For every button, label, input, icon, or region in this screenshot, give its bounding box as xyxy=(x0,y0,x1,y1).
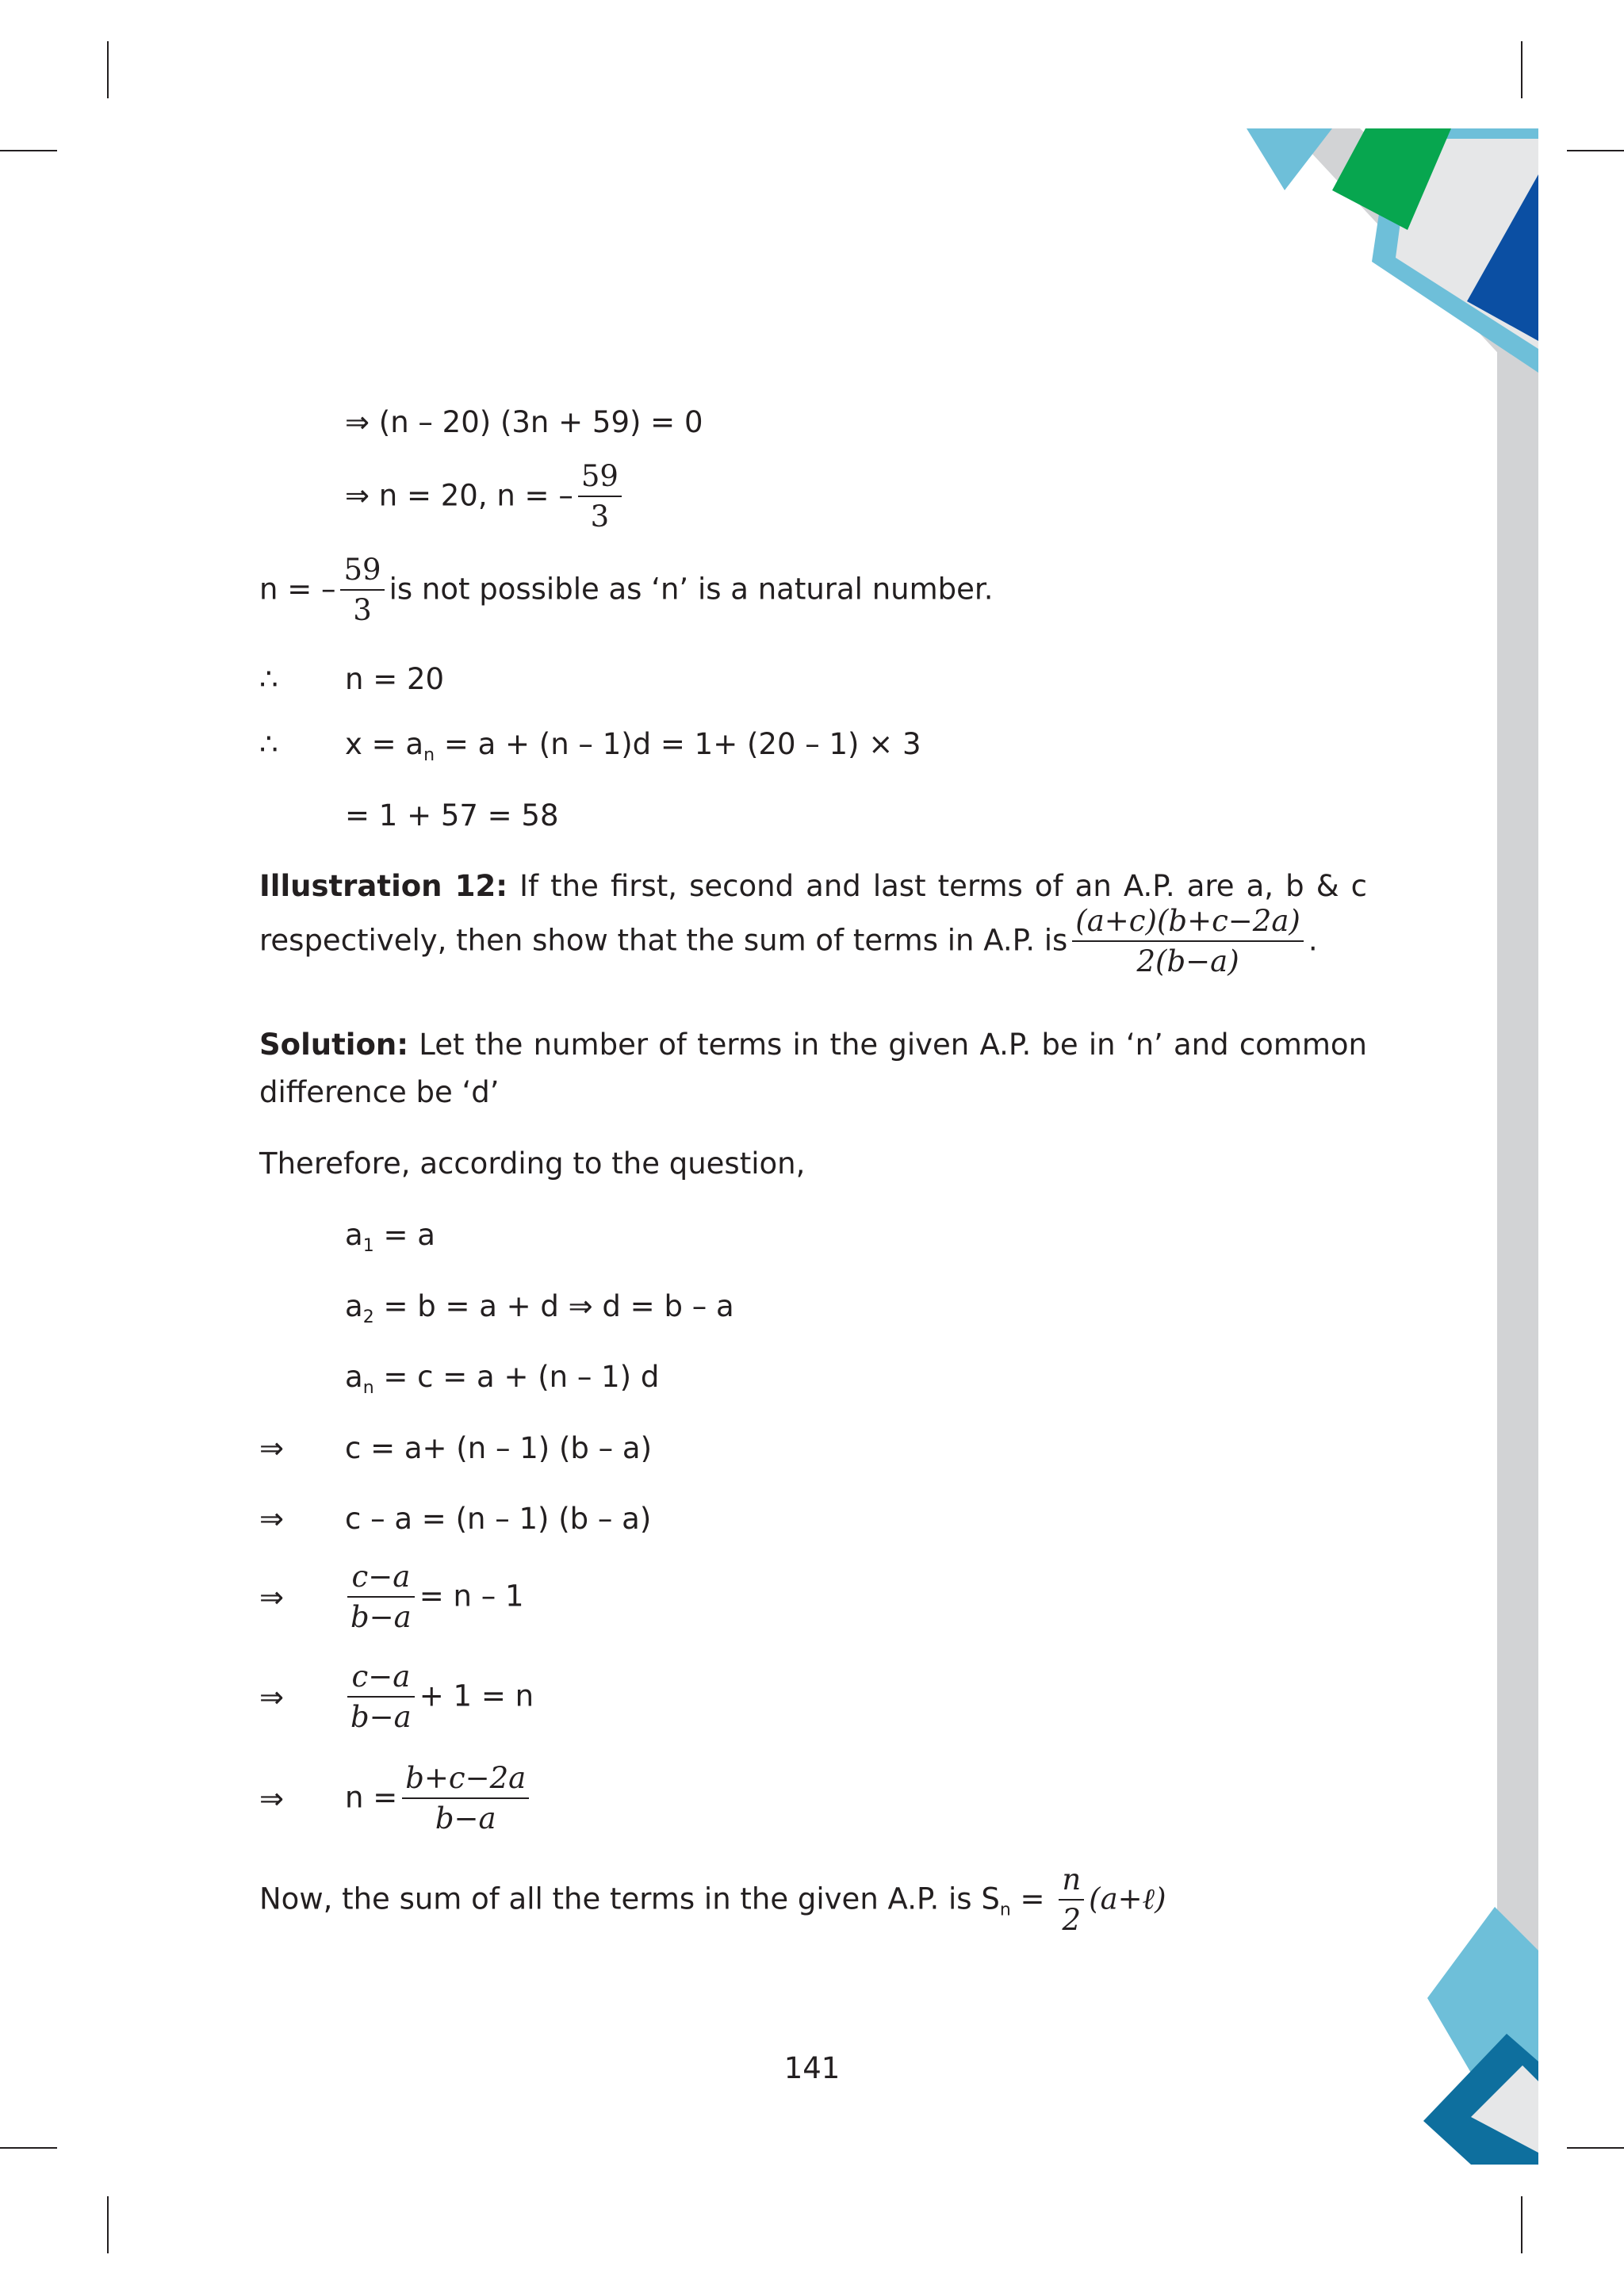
step-7 xyxy=(343,1659,534,1734)
denominator: 2 xyxy=(1062,1902,1082,1937)
solution-line-1 xyxy=(259,1028,1367,1062)
step-an xyxy=(345,1362,659,1397)
minus-sign: – xyxy=(558,478,573,513)
term-rest: = a xyxy=(373,1218,435,1252)
numerator: n xyxy=(1059,1865,1084,1901)
subscript: 2 xyxy=(362,1307,374,1327)
sum-text: Now, the sum of all the terms in the given A.P. is S xyxy=(259,1881,1000,1916)
step-4: c = a+ (n – 1) (b – a) xyxy=(345,1431,653,1465)
equals: = xyxy=(1010,1881,1055,1916)
solution-line-3: Therefore, according to the question, xyxy=(259,1146,806,1181)
fraction xyxy=(1059,1862,1084,1937)
step-8 xyxy=(345,1763,534,1835)
equation-factored: ⇒ (n – 20) (3n + 59) = 0 xyxy=(345,405,703,439)
term: a xyxy=(345,1289,363,1323)
therefore-symbol: ∴ xyxy=(259,662,278,696)
rejected-text: is not possible as ‘n’ is a natural number. xyxy=(389,572,994,607)
denominator: 3 xyxy=(353,592,372,627)
denominator: 2(b−a) xyxy=(1136,944,1239,978)
denominator: b−a xyxy=(350,1599,412,1634)
illustration-text: If the first, second and last terms of an A.P. are a, b & c xyxy=(519,869,1367,903)
side-bar xyxy=(1497,341,1538,2165)
fraction xyxy=(340,555,384,626)
period: . xyxy=(1308,923,1318,958)
step-6 xyxy=(343,1562,524,1633)
therefore-symbol: ∴ xyxy=(259,727,278,761)
fraction xyxy=(578,461,622,533)
implies-symbol: ⇒ xyxy=(259,1431,285,1465)
fraction xyxy=(347,1562,415,1633)
x-rest: = a + (n – 1)d = 1+ (20 – 1) × 3 xyxy=(435,727,921,761)
term-rest: = b = a + d ⇒ d = b – a xyxy=(373,1289,734,1323)
illustration-line-2 xyxy=(259,906,1318,978)
numerator: (a+c)(b+c−2a) xyxy=(1072,906,1304,942)
rejected-root-line xyxy=(259,555,993,626)
illustration-label: Illustration 12: xyxy=(259,869,508,903)
numerator: c−a xyxy=(347,1662,415,1698)
rejected-prefix: n = xyxy=(259,572,321,607)
illustration-text-2: respectively, then show that the sum of terms in A.P. is xyxy=(259,923,1068,958)
term: a xyxy=(345,1218,363,1252)
x-computation xyxy=(345,729,921,764)
x-term: x = a xyxy=(345,727,424,761)
sum-formula-line xyxy=(259,1862,1166,1937)
equation-roots xyxy=(345,461,626,533)
step-a1 xyxy=(345,1220,435,1255)
step-5: c – a = (n – 1) (b – a) xyxy=(345,1502,652,1536)
sum-formula-fraction xyxy=(1072,906,1304,978)
minus-sign: – xyxy=(320,572,336,607)
x-result: = 1 + 57 = 58 xyxy=(345,798,559,833)
solution-text: Let the number of terms in the given A.P. be in ‘n’ and common xyxy=(419,1028,1367,1062)
solution-label: Solution: xyxy=(259,1028,409,1062)
implies-symbol: ⇒ xyxy=(259,1580,285,1614)
implies-symbol: ⇒ xyxy=(259,1680,285,1714)
subscript: n xyxy=(362,1378,374,1398)
implies-symbol: ⇒ xyxy=(259,1502,285,1536)
fraction xyxy=(402,1763,529,1835)
step-7-rest: + 1 = n xyxy=(419,1679,534,1713)
denominator: b−a xyxy=(435,1801,496,1836)
numerator: 59 xyxy=(578,461,622,497)
subscript: 1 xyxy=(362,1236,374,1256)
sum-bracket: (a+ℓ) xyxy=(1089,1881,1166,1916)
subscript: n xyxy=(423,745,435,765)
numerator: b+c−2a xyxy=(402,1763,529,1799)
numerator: c−a xyxy=(347,1562,415,1598)
n-value: n = 20 xyxy=(345,662,445,696)
solution-line-2: difference be ‘d’ xyxy=(259,1075,500,1109)
fraction xyxy=(347,1659,415,1734)
page-number: 141 xyxy=(783,2051,841,2085)
illustration-line-1 xyxy=(259,871,1367,901)
step-8-prefix: n = xyxy=(345,1780,398,1815)
denominator: b−a xyxy=(350,1699,412,1734)
denominator: 3 xyxy=(590,499,610,534)
term: a xyxy=(345,1360,363,1394)
step-6-rest: = n – 1 xyxy=(419,1579,524,1614)
step-a2 xyxy=(345,1289,734,1327)
numerator: 59 xyxy=(340,555,384,591)
implies-symbol: ⇒ xyxy=(259,1782,285,1816)
roots-prefix: ⇒ n = 20, n = xyxy=(345,478,559,513)
subscript: n xyxy=(999,1900,1011,1920)
term-rest: = c = a + (n – 1) d xyxy=(373,1360,660,1394)
